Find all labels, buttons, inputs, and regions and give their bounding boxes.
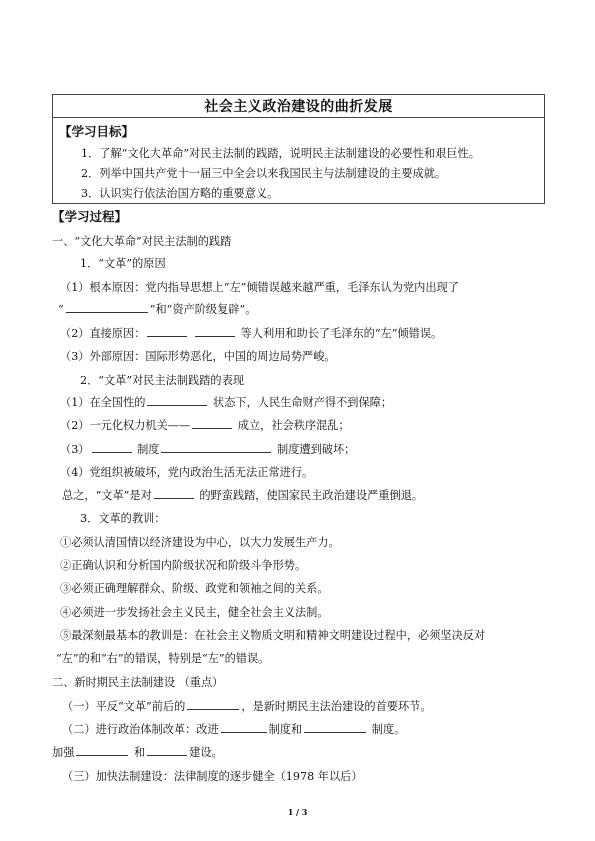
- page-number: 1 / 3: [287, 807, 308, 817]
- text: （1）在全国性的: [60, 396, 146, 409]
- lesson-item: ②正确认识和分析国内阶级状况和阶级斗争形势。: [60, 559, 307, 572]
- text: 总之，“文革”是对: [62, 489, 152, 502]
- goal-item: 2．列举中国共产党十一届三中全会以来我国民主与法制建设的主要成就。: [81, 167, 447, 180]
- measure-line: [52, 744, 223, 760]
- blank: [192, 417, 232, 429]
- blank: [76, 744, 128, 756]
- blank: [187, 698, 239, 710]
- cause-line: [58, 301, 256, 317]
- blank: [147, 394, 207, 406]
- blank: [147, 325, 187, 337]
- text: （3）: [60, 443, 90, 456]
- text: （2）一元化权力机关——: [60, 419, 191, 432]
- text: 成立，社会秩序混乱；: [237, 419, 350, 432]
- text: 制度。: [371, 723, 406, 736]
- summary-line: [62, 487, 423, 503]
- point-title: 3．文革的教训：: [80, 512, 166, 525]
- blank: [161, 441, 271, 453]
- blank: [195, 325, 235, 337]
- section-title: 一、“文化大革命”对民主法制的践踏: [52, 235, 232, 248]
- measure-line: （三）加快法制建设：法律制度的逐步健全（1978 年以后）: [62, 770, 363, 783]
- text: 的野蛮践踏，使国家民主政治建设严重倒退。: [199, 489, 424, 502]
- blank: [221, 721, 267, 733]
- cause-line: （3）外部原因：国际形势恶化，中国的周边局势严峻。: [60, 350, 336, 363]
- blank: [147, 744, 187, 756]
- lesson-item: ⑤最深刻最基本的教训是：在社会主义物质文明和精神文明建设过程中，必须坚决反对: [60, 629, 486, 642]
- text: （二）进行政治体制改革：改进: [62, 723, 219, 736]
- text: 制度遭到破坏；: [277, 443, 356, 456]
- blank: [66, 301, 148, 313]
- cause-line: （1）根本原因：党内指导思想上“左”倾错误越来越严重，毛泽东认为党内出现了: [60, 281, 459, 294]
- text: 制度和: [268, 723, 303, 736]
- lesson-item: ④必须进一步发扬社会主义民主，健全社会主义法制。: [60, 606, 329, 619]
- text: （一）平反“文革”前后的: [62, 700, 186, 713]
- blank: [92, 441, 132, 453]
- text: 制度: [137, 443, 160, 456]
- text: 和: [133, 746, 146, 759]
- blank: [154, 487, 194, 499]
- text: 加强: [52, 746, 75, 759]
- point-title: 2．“文革”对民主法制践踏的表现: [80, 374, 244, 387]
- cause-line: [60, 325, 442, 341]
- text: （2）直接原因：: [60, 327, 146, 340]
- goal-item: 3．认识实行依法治国方略的重要意义。: [81, 187, 279, 200]
- goals-box: [52, 94, 545, 204]
- blank: [304, 721, 366, 733]
- lesson-item: ③必须正确理解群众、阶级、政党和领袖之间的关系。: [60, 582, 329, 595]
- title-row: [53, 95, 544, 118]
- lesson-item: “左”的和“右”的错误，特别是“左”的错误。: [56, 652, 270, 665]
- process-heading: 【学习过程】: [52, 209, 128, 224]
- text: 状态下，人民生命财产得不到保障；: [213, 396, 393, 409]
- text: “: [58, 303, 64, 316]
- effect-line: [60, 417, 350, 433]
- measure-line: [62, 698, 432, 714]
- text: ，是新时期民主法治建设的首要环节。: [241, 700, 432, 713]
- section-title: 二、新时期民主法制建设 （重点）: [52, 676, 224, 689]
- point-title: 1．“文革”的原因: [80, 257, 166, 270]
- text: 等人利用和助长了毛泽东的“左”倾错误。: [240, 327, 443, 340]
- page-title: 社会主义政治建设的曲折发展: [204, 99, 393, 115]
- lesson-item: ①必须认清国情以经济建设为中心，以大力发展生产力。: [60, 536, 340, 549]
- effect-line: [60, 394, 392, 410]
- text: ”和“资产阶级复辟”。: [149, 303, 257, 316]
- goals-heading: 【学习目标】: [59, 124, 135, 139]
- text: 建设。: [189, 746, 223, 759]
- effect-line: [60, 441, 355, 457]
- goal-item: 1．了解“文化大革命”对民主法制的践踏，说明民主法制建设的必要性和艰巨性。: [81, 147, 480, 160]
- measure-line: [62, 721, 405, 737]
- effect-line: （4）党组织被破坏，党内政治生活无法正常进行。: [60, 466, 314, 479]
